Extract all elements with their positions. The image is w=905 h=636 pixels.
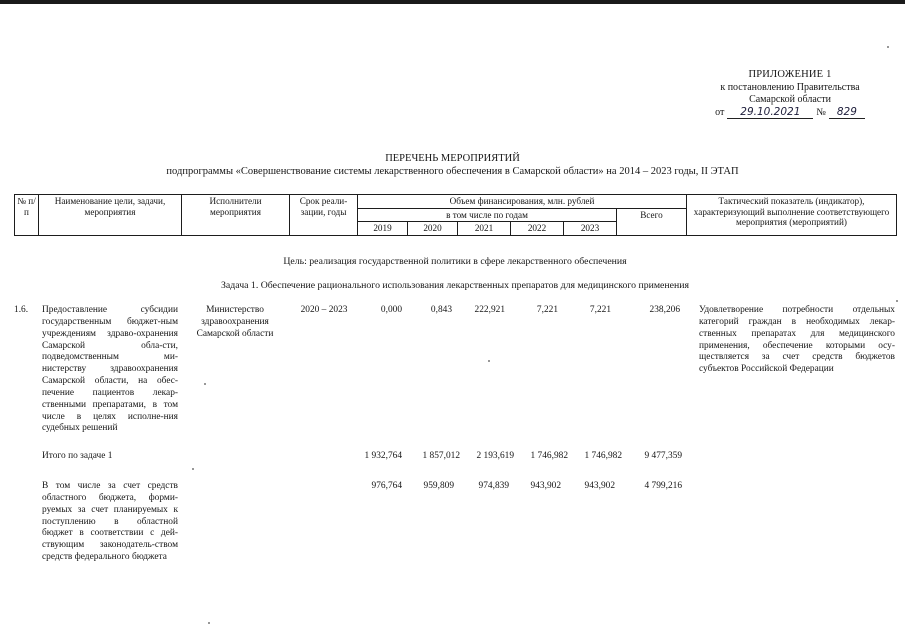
row-1-value-2020: 0,843 bbox=[430, 305, 452, 315]
row-1-executor: Министерство здравоохранения Самарской области bbox=[196, 305, 274, 339]
scan-speck bbox=[887, 46, 889, 48]
header-name: Наименование цели, задачи, мероприятия bbox=[39, 195, 182, 236]
handwritten-number: 829 bbox=[829, 106, 865, 120]
row-regional-total: 4 799,216 bbox=[644, 481, 682, 491]
appendix-line-1: к постановлению Правительства bbox=[720, 81, 860, 93]
scan-speck bbox=[208, 622, 210, 624]
row-1-value-2019: 0,000 bbox=[380, 305, 402, 315]
document-title-block bbox=[80, 152, 825, 178]
row-1-value-2022: 7,221 bbox=[536, 305, 558, 315]
row-regional-value-2021: 974,839 bbox=[478, 481, 509, 491]
row-1-total: 238,206 bbox=[649, 305, 680, 315]
activities-table-header bbox=[14, 194, 897, 236]
row-regional-value-2022: 943,902 bbox=[530, 481, 561, 491]
row-regional-name: В том числе за счет средств областного бюджета, форми-руемых за счет планируемых к поступлению в областной бюджет в соответствии с дей-ствующим законодатель-ством средств федерального бюджета bbox=[42, 481, 178, 563]
document-title: ПЕРЕЧЕНЬ МЕРОПРИЯТИЙ bbox=[385, 153, 520, 164]
scan-speck bbox=[204, 383, 206, 385]
row-1-value-2023: 7,221 bbox=[589, 305, 611, 315]
header-by-years: в том числе по годам bbox=[358, 208, 617, 222]
row-task-total-value-2020: 1 857,012 bbox=[422, 451, 460, 461]
row-task-total-value-2019: 1 932,764 bbox=[364, 451, 402, 461]
document-subtitle: подпрограммы «Совершенствование системы лекарственного обеспечения в Самарской области» на 2014 – 2023 годы, II ЭТАП bbox=[166, 166, 739, 178]
row-1-name: Предоставление субсидии государственным бюджет-ным учреждениям здраво-охранения Самарской обла-сти, подведомственным ми-нистерству здравоохранения Самарской области, на обес-печение пациентов лекар-ственными препаратами, в том числе в целях исполне-ния судебных решений bbox=[42, 305, 178, 434]
row-task-total-value-2023: 1 746,982 bbox=[584, 451, 622, 461]
header-year: 2023 bbox=[564, 222, 617, 236]
row-regional-value-2019: 976,764 bbox=[371, 481, 402, 491]
goal-line: Цель: реализация государственной политики в сфере лекарственного обеспечения bbox=[283, 256, 627, 267]
handwritten-date: 29.10.2021 bbox=[727, 106, 813, 120]
row-task-total-name: Итого по задаче 1 bbox=[42, 451, 113, 461]
row-task-total-total: 9 477,359 bbox=[644, 451, 682, 461]
scan-speck bbox=[896, 300, 898, 302]
header-year: 2021 bbox=[458, 222, 511, 236]
row-task-total-value-2022: 1 746,982 bbox=[530, 451, 568, 461]
header-year: 2019 bbox=[358, 222, 408, 236]
header-executors: Исполнители мероприятия bbox=[182, 195, 290, 236]
scan-speck bbox=[192, 468, 194, 470]
scan-speck bbox=[488, 360, 490, 362]
appendix-signature-line bbox=[690, 106, 890, 120]
header-indicator: Тактический показатель (индикатор), характеризующий выполнение соответствующего мероприятия (мероприятий) bbox=[687, 195, 897, 236]
header-year: 2022 bbox=[511, 222, 564, 236]
scan-top-edge bbox=[0, 0, 905, 4]
row-1-indicator: Удовлетворение потребности отдельных категорий граждан в необходимых лекар-ственных препаратах для медицинского применения, обеспечение которыми осу-ществляется за счет средств бюджетов субъектов Российской Федерации bbox=[699, 305, 895, 375]
header-num: № п/п bbox=[15, 195, 39, 236]
date-prefix: от bbox=[715, 106, 725, 118]
appendix-block bbox=[690, 69, 890, 119]
header-year: 2020 bbox=[408, 222, 458, 236]
appendix-line-2: Самарской области bbox=[749, 93, 831, 105]
header-financing: Объем финансирования, млн. рублей bbox=[358, 195, 687, 209]
header-total: Всего bbox=[617, 208, 687, 235]
row-regional-value-2020: 959,809 bbox=[423, 481, 454, 491]
row-1-value-2021: 222,921 bbox=[474, 305, 505, 315]
row-1-period: 2020 – 2023 bbox=[300, 305, 348, 315]
number-prefix: № bbox=[816, 106, 826, 118]
task-line: Задача 1. Обеспечение рационального использования лекарственных препаратов для медицинского применения bbox=[221, 280, 689, 291]
row-task-total-value-2021: 2 193,619 bbox=[476, 451, 514, 461]
appendix-title: ПРИЛОЖЕНИЕ 1 bbox=[748, 69, 832, 80]
row-1-num: 1.6. bbox=[14, 305, 29, 315]
row-regional-value-2023: 943,902 bbox=[584, 481, 615, 491]
header-period: Срок реали-зации, годы bbox=[290, 195, 358, 236]
